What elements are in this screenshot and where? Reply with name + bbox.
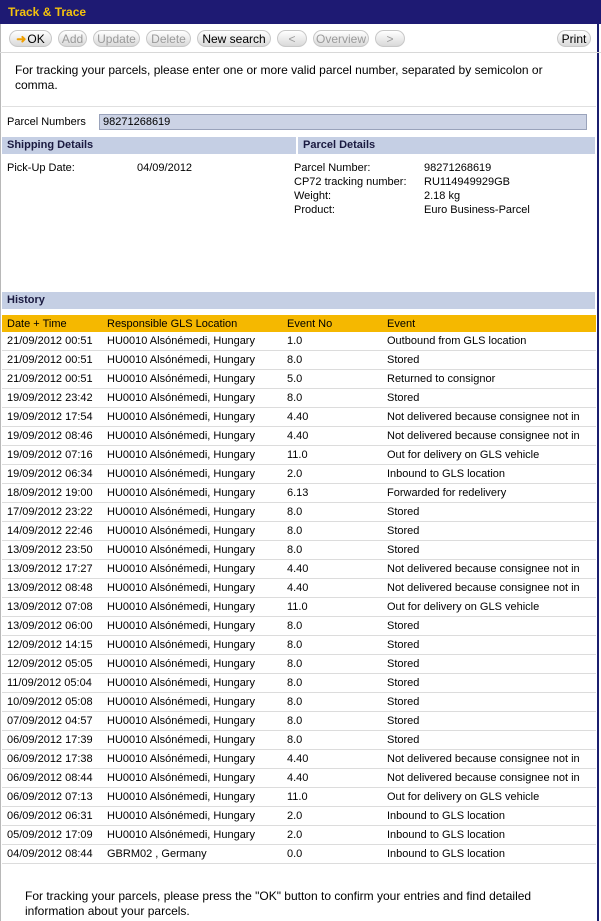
history-location: HU0010 Alsónémedi, Hungary	[102, 370, 282, 389]
print-button[interactable]: Print	[557, 30, 591, 47]
history-location: HU0010 Alsónémedi, Hungary	[102, 503, 282, 522]
table-row	[2, 712, 596, 731]
history-event: Not delivered because consignee not in	[382, 769, 596, 788]
history-location: GBRM02 , Germany	[102, 845, 282, 864]
history-date-time: 11/09/2012 05:04	[2, 674, 102, 693]
pickup-date-label: Pick-Up Date:	[7, 162, 75, 174]
parcel-numbers-label: Parcel Numbers	[7, 116, 86, 128]
parcel-details-heading: Parcel Details	[298, 137, 595, 154]
table-row	[2, 351, 596, 370]
history-event-no: 8.0	[282, 617, 382, 636]
history-event-no: 8.0	[282, 351, 382, 370]
table-row	[2, 541, 596, 560]
history-event-no: 2.0	[282, 807, 382, 826]
table-row	[2, 655, 596, 674]
history-event-no: 5.0	[282, 370, 382, 389]
history-location: HU0010 Alsónémedi, Hungary	[102, 731, 282, 750]
history-event: Stored	[382, 712, 596, 731]
history-event-no: 4.40	[282, 408, 382, 427]
table-row	[2, 598, 596, 617]
history-location: HU0010 Alsónémedi, Hungary	[102, 465, 282, 484]
toolbar-divider	[0, 52, 601, 53]
history-event-no: 8.0	[282, 674, 382, 693]
parcel-number-label: Parcel Number:	[294, 162, 371, 174]
previous-button[interactable]: <	[277, 30, 307, 47]
shipping-details-heading: Shipping Details	[2, 137, 296, 154]
history-date-time: 06/09/2012 17:39	[2, 731, 102, 750]
history-date-time: 21/09/2012 00:51	[2, 332, 102, 351]
history-date-time: 06/09/2012 07:13	[2, 788, 102, 807]
history-event: Outbound from GLS location	[382, 332, 596, 351]
footer-text: For tracking your parcels, please press the "OK" button to confirm your entries and find detailed information about your parcels.	[25, 889, 532, 918]
history-location: HU0010 Alsónémedi, Hungary	[102, 674, 282, 693]
history-event-no: 2.0	[282, 826, 382, 845]
history-date-time: 21/09/2012 00:51	[2, 370, 102, 389]
history-date-time: 13/09/2012 07:08	[2, 598, 102, 617]
history-event-no: 8.0	[282, 731, 382, 750]
intro-text: For tracking your parcels, please enter one or more valid parcel number, separated by semicolon or comma.	[15, 63, 543, 92]
history-location: HU0010 Alsónémedi, Hungary	[102, 427, 282, 446]
history-event: Not delivered because consignee not in	[382, 560, 596, 579]
history-event-no: 8.0	[282, 503, 382, 522]
history-event-no: 4.40	[282, 579, 382, 598]
history-location: HU0010 Alsónémedi, Hungary	[102, 522, 282, 541]
history-event: Stored	[382, 693, 596, 712]
history-event: Inbound to GLS location	[382, 807, 596, 826]
overview-button[interactable]: Overview	[313, 30, 369, 47]
product-label: Product:	[294, 204, 335, 216]
history-event: Not delivered because consignee not in	[382, 579, 596, 598]
history-date-time: 14/09/2012 22:46	[2, 522, 102, 541]
history-date-time: 05/09/2012 17:09	[2, 826, 102, 845]
history-event-no: 6.13	[282, 484, 382, 503]
window-title: Track & Trace	[0, 0, 601, 24]
history-location: HU0010 Alsónémedi, Hungary	[102, 617, 282, 636]
table-row	[2, 674, 596, 693]
history-location: HU0010 Alsónémedi, Hungary	[102, 826, 282, 845]
cp72-label: CP72 tracking number:	[294, 176, 407, 188]
history-heading: History	[2, 292, 595, 309]
history-location: HU0010 Alsónémedi, Hungary	[102, 389, 282, 408]
history-event-no: 4.40	[282, 560, 382, 579]
history-event-no: 11.0	[282, 788, 382, 807]
history-event: Stored	[382, 731, 596, 750]
history-event-no: 8.0	[282, 389, 382, 408]
history-location: HU0010 Alsónémedi, Hungary	[102, 579, 282, 598]
history-location: HU0010 Alsónémedi, Hungary	[102, 598, 282, 617]
history-date-time: 06/09/2012 17:38	[2, 750, 102, 769]
table-row	[2, 408, 596, 427]
parcel-numbers-input[interactable]	[99, 114, 587, 130]
history-date-time: 13/09/2012 23:50	[2, 541, 102, 560]
cp72-value: RU114949929GB	[424, 176, 511, 188]
pickup-date-value: 04/09/2012	[137, 162, 193, 174]
table-row	[2, 446, 596, 465]
history-event: Forwarded for redelivery	[382, 484, 596, 503]
history-event-no: 4.40	[282, 427, 382, 446]
history-location: HU0010 Alsónémedi, Hungary	[102, 655, 282, 674]
history-event-no: 8.0	[282, 655, 382, 674]
history-date-time: 12/09/2012 14:15	[2, 636, 102, 655]
arrow-icon: ➜	[16, 32, 27, 46]
history-event: Inbound to GLS location	[382, 465, 596, 484]
history-event: Stored	[382, 655, 596, 674]
history-date-time: 13/09/2012 06:00	[2, 617, 102, 636]
history-date-time: 18/09/2012 19:00	[2, 484, 102, 503]
table-row	[2, 693, 596, 712]
table-row	[2, 465, 596, 484]
table-row	[2, 845, 596, 864]
history-event-no: 4.40	[282, 769, 382, 788]
history-event: Stored	[382, 503, 596, 522]
history-date-time: 19/09/2012 23:42	[2, 389, 102, 408]
history-date-time: 04/09/2012 08:44	[2, 845, 102, 864]
history-date-time: 13/09/2012 17:27	[2, 560, 102, 579]
history-date-time: 10/09/2012 05:08	[2, 693, 102, 712]
table-row	[2, 560, 596, 579]
history-event-no: 8.0	[282, 636, 382, 655]
table-row	[2, 579, 596, 598]
history-date-time: 12/09/2012 05:05	[2, 655, 102, 674]
history-location: HU0010 Alsónémedi, Hungary	[102, 351, 282, 370]
table-row	[2, 484, 596, 503]
history-location: HU0010 Alsónémedi, Hungary	[102, 446, 282, 465]
table-row	[2, 617, 596, 636]
history-date-time: 06/09/2012 06:31	[2, 807, 102, 826]
ok-button[interactable]	[9, 30, 52, 47]
history-location: HU0010 Alsónémedi, Hungary	[102, 332, 282, 351]
column-header-event: Event	[382, 315, 596, 332]
history-event: Not delivered because consignee not in	[382, 750, 596, 769]
table-row	[2, 332, 596, 351]
update-button[interactable]: Update	[93, 30, 140, 47]
table-row	[2, 750, 596, 769]
history-event-no: 8.0	[282, 712, 382, 731]
table-row	[2, 503, 596, 522]
history-location: HU0010 Alsónémedi, Hungary	[102, 541, 282, 560]
history-location: HU0010 Alsónémedi, Hungary	[102, 750, 282, 769]
history-event: Returned to consignor	[382, 370, 596, 389]
table-row	[2, 826, 596, 845]
history-event-no: 1.0	[282, 332, 382, 351]
history-location: HU0010 Alsónémedi, Hungary	[102, 636, 282, 655]
history-event: Stored	[382, 617, 596, 636]
table-row	[2, 370, 596, 389]
history-event: Stored	[382, 636, 596, 655]
history-event: Stored	[382, 389, 596, 408]
history-event-no: 8.0	[282, 541, 382, 560]
history-event-no: 2.0	[282, 465, 382, 484]
weight-value: 2.18 kg	[424, 190, 461, 202]
history-date-time: 19/09/2012 06:34	[2, 465, 102, 484]
table-row	[2, 807, 596, 826]
history-date-time: 07/09/2012 04:57	[2, 712, 102, 731]
history-location: HU0010 Alsónémedi, Hungary	[102, 712, 282, 731]
history-event: Inbound to GLS location	[382, 826, 596, 845]
history-header-row	[2, 315, 596, 332]
table-row	[2, 769, 596, 788]
product-value: Euro Business-Parcel	[424, 204, 530, 216]
new-search-button[interactable]: New search	[197, 30, 271, 47]
history-event: Out for delivery on GLS vehicle	[382, 788, 596, 807]
history-event: Stored	[382, 351, 596, 370]
history-event: Out for delivery on GLS vehicle	[382, 446, 596, 465]
history-event-no: 8.0	[282, 522, 382, 541]
table-row	[2, 788, 596, 807]
history-event: Out for delivery on GLS vehicle	[382, 598, 596, 617]
intro-divider	[2, 106, 596, 107]
history-event-no: 11.0	[282, 446, 382, 465]
history-date-time: 17/09/2012 23:22	[2, 503, 102, 522]
history-event: Stored	[382, 541, 596, 560]
table-row	[2, 427, 596, 446]
history-location: HU0010 Alsónémedi, Hungary	[102, 560, 282, 579]
history-event: Not delivered because consignee not in	[382, 408, 596, 427]
history-event: Not delivered because consignee not in	[382, 427, 596, 446]
history-date-time: 13/09/2012 08:48	[2, 579, 102, 598]
history-date-time: 06/09/2012 08:44	[2, 769, 102, 788]
history-location: HU0010 Alsónémedi, Hungary	[102, 769, 282, 788]
table-row	[2, 522, 596, 541]
history-table	[2, 315, 596, 864]
history-location: HU0010 Alsónémedi, Hungary	[102, 788, 282, 807]
history-date-time: 19/09/2012 08:46	[2, 427, 102, 446]
history-date-time: 19/09/2012 17:54	[2, 408, 102, 427]
column-header-event-no: Event No	[282, 315, 382, 332]
history-location: HU0010 Alsónémedi, Hungary	[102, 807, 282, 826]
history-event-no: 11.0	[282, 598, 382, 617]
table-row	[2, 389, 596, 408]
history-location: HU0010 Alsónémedi, Hungary	[102, 484, 282, 503]
weight-label: Weight:	[294, 190, 332, 202]
history-event: Stored	[382, 522, 596, 541]
parcel-number-value: 98271268619	[424, 162, 492, 174]
add-button[interactable]: Add	[58, 30, 87, 47]
history-event: Stored	[382, 674, 596, 693]
history-event-no: 0.0	[282, 845, 382, 864]
column-header-date-time: Date + Time	[2, 315, 102, 332]
table-row	[2, 731, 596, 750]
history-rows	[2, 332, 596, 864]
history-location: HU0010 Alsónémedi, Hungary	[102, 693, 282, 712]
history-event-no: 4.40	[282, 750, 382, 769]
history-event-no: 8.0	[282, 693, 382, 712]
history-date-time: 21/09/2012 00:51	[2, 351, 102, 370]
history-location: HU0010 Alsónémedi, Hungary	[102, 408, 282, 427]
next-button[interactable]: >	[375, 30, 405, 47]
history-date-time: 19/09/2012 07:16	[2, 446, 102, 465]
toolbar	[0, 28, 601, 50]
table-row	[2, 636, 596, 655]
delete-button[interactable]: Delete	[146, 30, 191, 47]
column-header-location: Responsible GLS Location	[102, 315, 282, 332]
history-event: Inbound to GLS location	[382, 845, 596, 864]
ok-label: OK	[27, 32, 45, 46]
